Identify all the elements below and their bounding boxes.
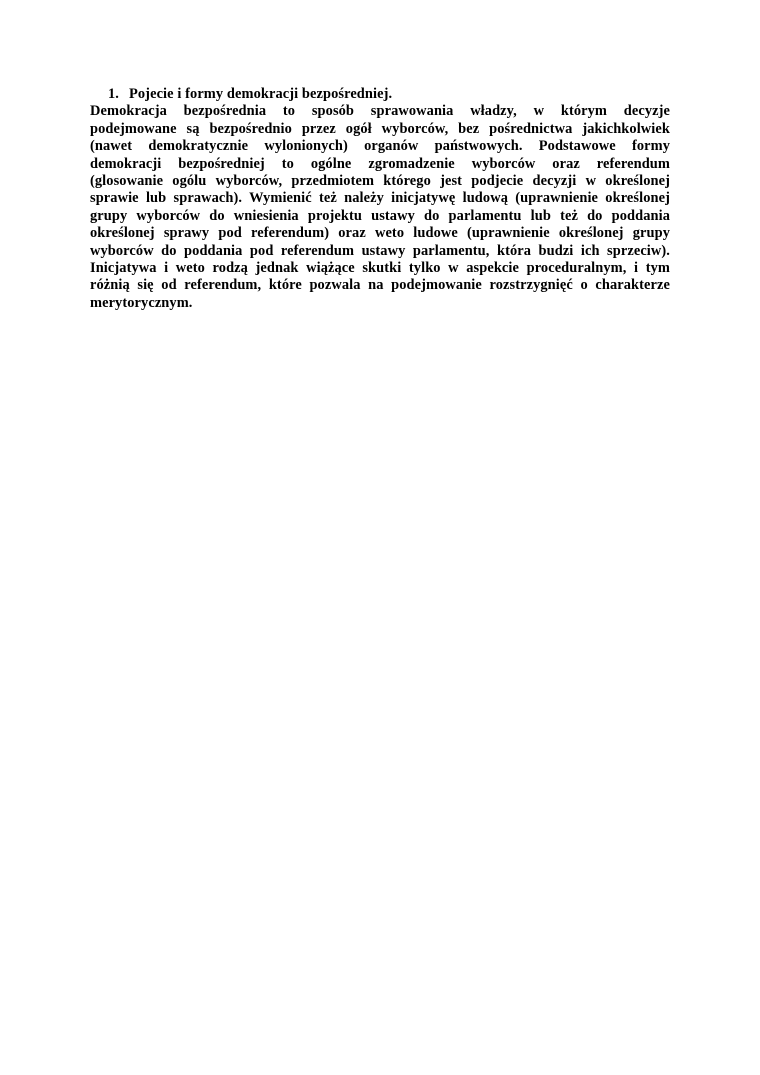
- paragraph-line: podejmowane są bezpośrednio przez ogół wyborców, bez pośrednictwa jakichkolwiek: [90, 120, 670, 137]
- paragraph-line: wyborców do poddania pod referendum ustawy parlamentu, która budzi ich sprzeciw).: [90, 242, 670, 259]
- heading-number: 1.: [108, 86, 119, 102]
- paragraph-line: (glosowanie ogólu wyborców, przedmiotem którego jest podjecie decyzji w określonej: [90, 173, 670, 190]
- paragraph-line: demokracji bezpośredniej to ogólne zgromadzenie wyborców oraz referendum: [90, 155, 670, 172]
- paragraph-line: grupy wyborców do wniesienia projektu ustawy do parlamentu lub też do poddania: [90, 207, 670, 224]
- paragraph-line: merytorycznym.: [90, 294, 193, 311]
- paragraph-line: Inicjatywa i weto rodzą jednak wiążące skutki tylko w aspekcie proceduralnym, i tym: [90, 260, 670, 277]
- paragraph-line: (nawet demokratycznie wylonionych) organów państwowych. Podstawowe formy: [90, 138, 670, 155]
- paragraph-line: różnią się od referendum, które pozwala na podejmowanie rozstrzygnięć o charakterze: [90, 277, 670, 294]
- document-content: [90, 86, 670, 312]
- heading-title: Pojecie i formy demokracji bezpośredniej.: [129, 86, 393, 102]
- paragraph-line: sprawie lub sprawach). Wymienić też należy inicjatywę ludową (uprawnienie określonej: [90, 190, 670, 207]
- paragraph-line: Demokracja bezpośrednia to sposób sprawowania władzy, w którym decyzje: [90, 103, 670, 120]
- section-heading: [90, 86, 670, 103]
- paragraph-line: określonej sprawy pod referendum) oraz weto ludowe (uprawnienie określonej grupy: [90, 225, 670, 242]
- body-paragraph: [90, 103, 670, 312]
